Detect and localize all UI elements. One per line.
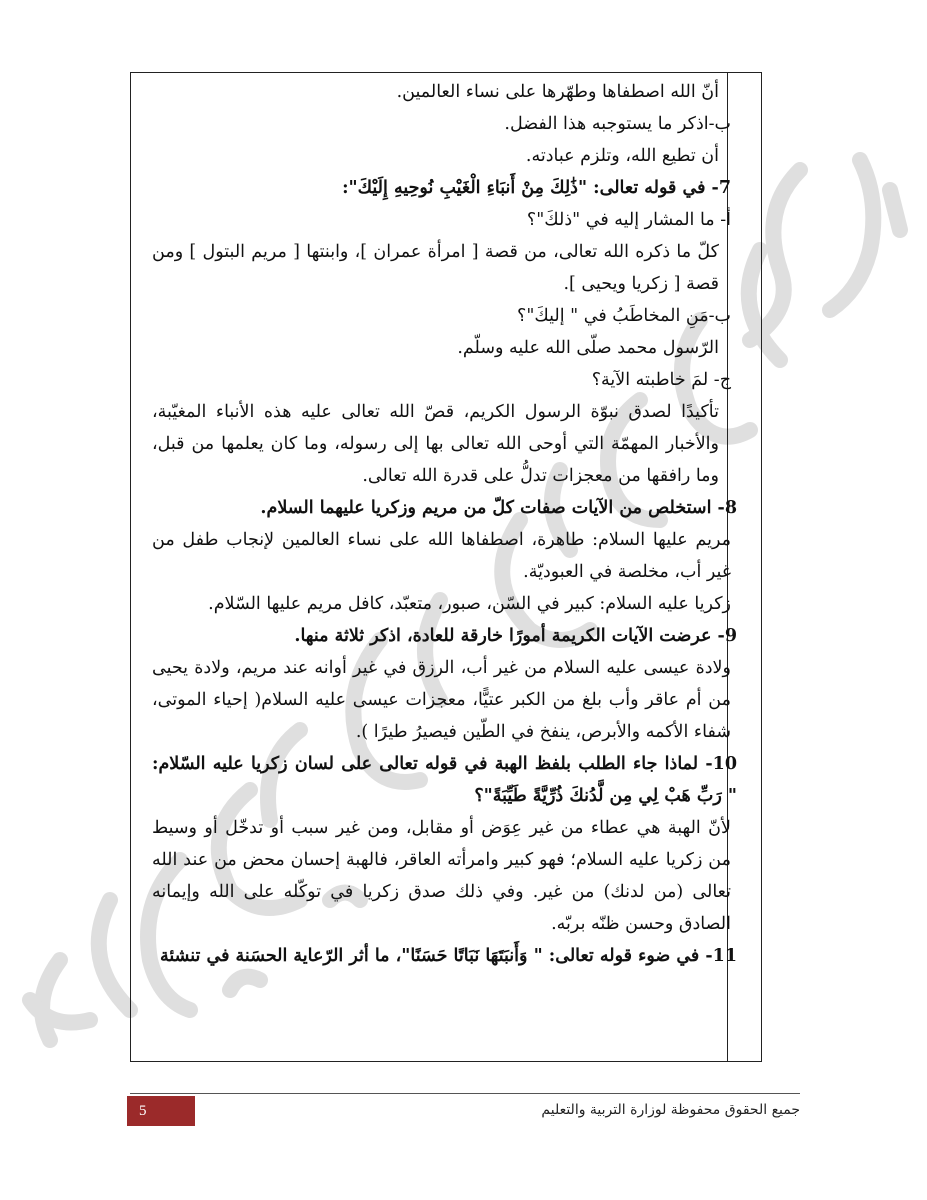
question-10: 10- لماذا جاء الطلب بلفظ الهبة في قوله تعالى على لسان زكريا عليه السّلام: " رَبِّ هَبْ لِي مِن لَّدُنكَ ذُرِّيَّةً طَيِّبَةً"؟ <box>152 754 737 806</box>
sub-question: ب-اذكر ما يستوجبه هذا الفضل. <box>504 114 731 134</box>
question-8: 8- استخلص من الآيات صفات كلّ من مريم وزكريا عليهما السلام. <box>260 498 737 518</box>
answer-line: الرّسول محمد صلّى الله عليه وسلّم. <box>457 338 719 358</box>
answer-line: زكريا عليه السلام: كبير في السّن، صبور، متعبّد، كافل مريم عليها السّلام. <box>208 594 731 614</box>
sub-question: ج- لمَ خاطبته الآية؟ <box>591 370 731 390</box>
question-9: 9- عرضت الآيات الكريمة أمورًا خارقة للعادة، اذكر ثلاثة منها. <box>294 626 737 646</box>
footer-divider <box>130 1093 800 1094</box>
page-number: 5 <box>127 1096 195 1126</box>
lesson-content <box>152 76 737 972</box>
answer-line: أنّ الله اصطفاها وطهّرها على نساء العالمين. <box>396 82 719 102</box>
answer-paragraph: تأكيدًا لصدق نبوّة الرسول الكريم، قصّ الله تعالى عليه هذه الأنباء المغيّبة، والأخبار المهمّة التي أوحى الله تعالى بها إلى رسوله، وما كان يعلمها من قبل، وما رافقها من معجزات تدلُّ على قدرة الله تعالى. <box>152 402 719 486</box>
answer-paragraph: لأنّ الهبة هي عطاء من غير عِوَض أو مقابل، ومن غير سبب أو تدخّل أو وسيط من زكريا عليه السلام؛ فهو كبير وامرأته العاقر، فالهبة إحسان محض من عند الله تعالى (من لدنك) من غير. وفي ذلك صدق زكريا في توكّله على الله وإيمانه الصادق وحسن ظنّه بربّه. <box>152 818 731 934</box>
answer-paragraph: مريم عليها السلام: طاهرة، اصطفاها الله على نساء العالمين لإنجاب طفل من غير أب، مخلصة في العبوديّة. <box>152 530 731 582</box>
sub-question: ب-مَنِ المخاطَبُ في " إليكَ"؟ <box>517 306 731 326</box>
question-7: 7- في قوله تعالى: "ذَٰلِكَ مِنْ أَنبَاءِ الْغَيْبِ نُوحِيهِ إِلَيْكَ": <box>342 178 731 198</box>
sub-question: أ- ما المشار إليه في "ذلكَ"؟ <box>526 210 731 230</box>
question-11: 11- في ضوء قوله تعالى: " وَأَنبَتَهَا نَبَاتًا حَسَنًا"، ما أثر الرّعاية الحسَنة في تنشئة <box>159 946 737 966</box>
answer-paragraph: ولادة عيسى عليه السلام من غير أب، الرزق في غير أوانه عند مريم، ولادة يحيى من أم عاقر وأب بلغ من الكبر عتيًّا، معجزات عيسى عليه السلام( إحياء الموتى، شفاء الأكمه والأبرص، ينفخ في الطّين فيصيرُ طيرًا ). <box>152 658 731 742</box>
answer-paragraph: كلّ ما ذكره الله تعالى، من قصة [ امرأة عمران ]، وابنتها [ مريم البتول ] ومن قصة [ زكريا ويحيى ]. <box>152 242 719 294</box>
footer-rights: جميع الحقوق محفوظة لوزارة التربية والتعليم <box>541 1102 800 1118</box>
answer-line: أن تطيع الله، وتلزم عبادته. <box>525 146 719 166</box>
